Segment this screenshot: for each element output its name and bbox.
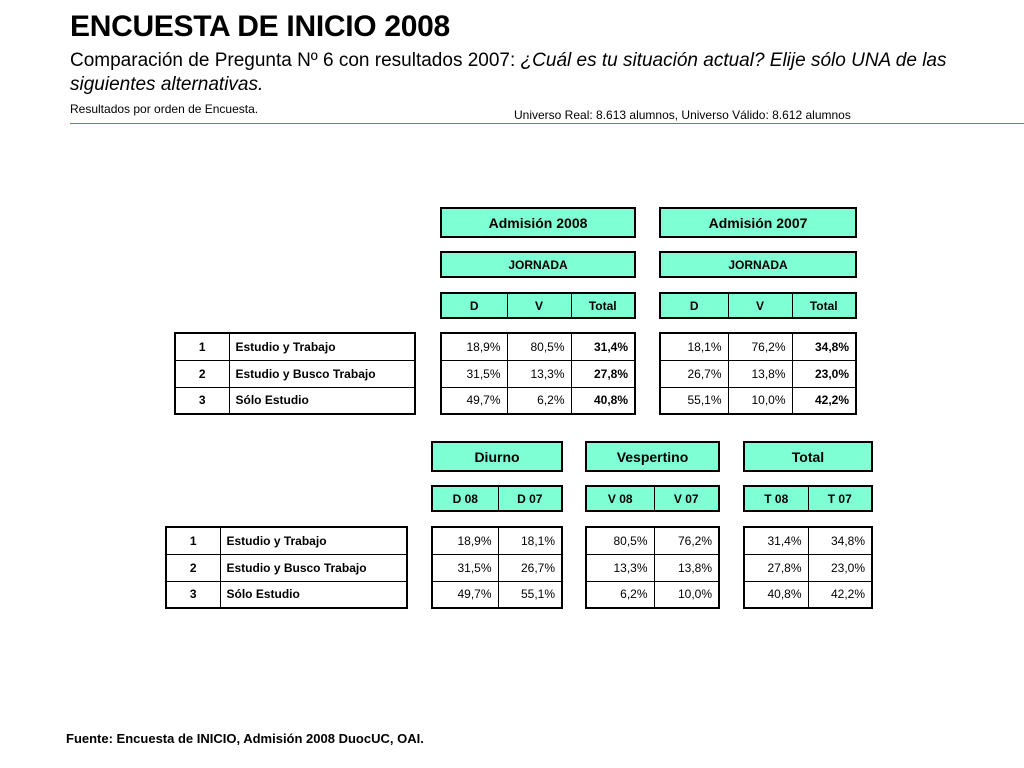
adm2007-col-v: V [728, 293, 792, 318]
adm2008-col-v: V [507, 293, 571, 318]
cell-total: 34,8% [792, 333, 856, 360]
vespertino-title: Vespertino [586, 442, 719, 471]
adm2007-col-total: Total [792, 293, 856, 318]
cell-d07: 55,1% [498, 581, 562, 608]
upper-row-labels [174, 332, 416, 415]
adm2007-col-d: D [660, 293, 728, 318]
row-label: Estudio y Trabajo [220, 527, 407, 554]
cell-t08: 40,8% [744, 581, 808, 608]
cell-t07: 23,0% [808, 554, 872, 581]
table-row [441, 387, 635, 414]
table-row [432, 581, 562, 608]
header-divider [70, 123, 1024, 124]
subtitle-question: ¿Cuál es tu situación actual? Elije sólo UNA de las siguientes alternativas. [70, 50, 947, 95]
row-number: 3 [175, 387, 229, 414]
adm2008-title-box [440, 207, 636, 238]
total-title: Total [744, 442, 872, 471]
cell-d: 31,5% [441, 360, 507, 387]
table-row [744, 581, 872, 608]
cell-t07: 34,8% [808, 527, 872, 554]
row-label: Estudio y Busco Trabajo [220, 554, 407, 581]
total-col-t07: T 07 [808, 486, 872, 511]
adm2008-jornada-box [440, 251, 636, 278]
vespertino-data [585, 526, 720, 609]
row-number: 2 [175, 360, 229, 387]
table-row [432, 527, 562, 554]
diurno-data [431, 526, 563, 609]
table-row [166, 527, 407, 554]
table-row [586, 527, 719, 554]
adm2008-col-total: Total [571, 293, 635, 318]
page-subtitle [70, 49, 1000, 97]
table-row [586, 554, 719, 581]
subtitle-prefix: Comparación de Pregunta Nº 6 con resultados 2007: [70, 50, 521, 71]
table-row [660, 387, 856, 414]
vespertino-col-v08: V 08 [586, 486, 654, 511]
adm2008-data [440, 332, 636, 415]
table-row [175, 333, 415, 360]
cell-d08: 49,7% [432, 581, 498, 608]
adm2008-jornada: JORNADA [441, 252, 635, 277]
row-number: 2 [166, 554, 220, 581]
adm2008-col-d: D [441, 293, 507, 318]
cell-v07: 76,2% [654, 527, 719, 554]
cell-total: 42,2% [792, 387, 856, 414]
cell-v: 10,0% [728, 387, 792, 414]
cell-v: 76,2% [728, 333, 792, 360]
total-col-t08: T 08 [744, 486, 808, 511]
table-row [660, 360, 856, 387]
cell-v07: 13,8% [654, 554, 719, 581]
row-label: Sólo Estudio [229, 387, 415, 414]
cell-v08: 80,5% [586, 527, 654, 554]
cell-d: 49,7% [441, 387, 507, 414]
cell-total: 23,0% [792, 360, 856, 387]
table-row [175, 387, 415, 414]
adm2007-title: Admisión 2007 [660, 208, 856, 237]
table-row [166, 581, 407, 608]
cell-v: 6,2% [507, 387, 571, 414]
adm2007-jornada: JORNADA [660, 252, 856, 277]
page-title: ENCUESTA DE INICIO 2008 [70, 10, 450, 43]
cell-t08: 31,4% [744, 527, 808, 554]
cell-v: 80,5% [507, 333, 571, 360]
table-row [586, 581, 719, 608]
diurno-col-d07: D 07 [498, 486, 562, 511]
cell-d08: 18,9% [432, 527, 498, 554]
total-data [743, 526, 873, 609]
lower-row-labels [165, 526, 408, 609]
vespertino-columns [585, 485, 720, 512]
vespertino-title-box [585, 441, 720, 472]
table-row [441, 333, 635, 360]
cell-d07: 26,7% [498, 554, 562, 581]
total-columns [743, 485, 873, 512]
cell-v: 13,3% [507, 360, 571, 387]
cell-total: 40,8% [571, 387, 635, 414]
row-number: 1 [166, 527, 220, 554]
row-label: Estudio y Busco Trabajo [229, 360, 415, 387]
diurno-title: Diurno [432, 442, 562, 471]
adm2008-columns [440, 292, 636, 319]
table-row [660, 333, 856, 360]
cell-d: 18,1% [660, 333, 728, 360]
universe-note: Universo Real: 8.613 alumnos, Universo Válido: 8.612 alumnos [514, 108, 851, 122]
diurno-col-d08: D 08 [432, 486, 498, 511]
row-label: Estudio y Trabajo [229, 333, 415, 360]
adm2007-data [659, 332, 857, 415]
adm2007-title-box [659, 207, 857, 238]
cell-d: 26,7% [660, 360, 728, 387]
results-order-note: Resultados por orden de Encuesta. [70, 102, 259, 116]
table-row [175, 360, 415, 387]
row-number: 1 [175, 333, 229, 360]
source-footer: Fuente: Encuesta de INICIO, Admisión 2008 DuocUC, OAI. [66, 731, 424, 746]
adm2008-title: Admisión 2008 [441, 208, 635, 237]
vespertino-col-v07: V 07 [654, 486, 719, 511]
row-number: 3 [166, 581, 220, 608]
cell-total: 31,4% [571, 333, 635, 360]
cell-d: 18,9% [441, 333, 507, 360]
table-row [744, 554, 872, 581]
table-row [432, 554, 562, 581]
cell-d07: 18,1% [498, 527, 562, 554]
adm2007-columns [659, 292, 857, 319]
cell-t07: 42,2% [808, 581, 872, 608]
cell-v08: 6,2% [586, 581, 654, 608]
cell-d: 55,1% [660, 387, 728, 414]
table-row [441, 360, 635, 387]
diurno-columns [431, 485, 563, 512]
cell-total: 27,8% [571, 360, 635, 387]
cell-v07: 10,0% [654, 581, 719, 608]
table-row [166, 554, 407, 581]
table-row [744, 527, 872, 554]
total-title-box [743, 441, 873, 472]
cell-v: 13,8% [728, 360, 792, 387]
cell-v08: 13,3% [586, 554, 654, 581]
adm2007-jornada-box [659, 251, 857, 278]
cell-d08: 31,5% [432, 554, 498, 581]
cell-t08: 27,8% [744, 554, 808, 581]
diurno-title-box [431, 441, 563, 472]
row-label: Sólo Estudio [220, 581, 407, 608]
